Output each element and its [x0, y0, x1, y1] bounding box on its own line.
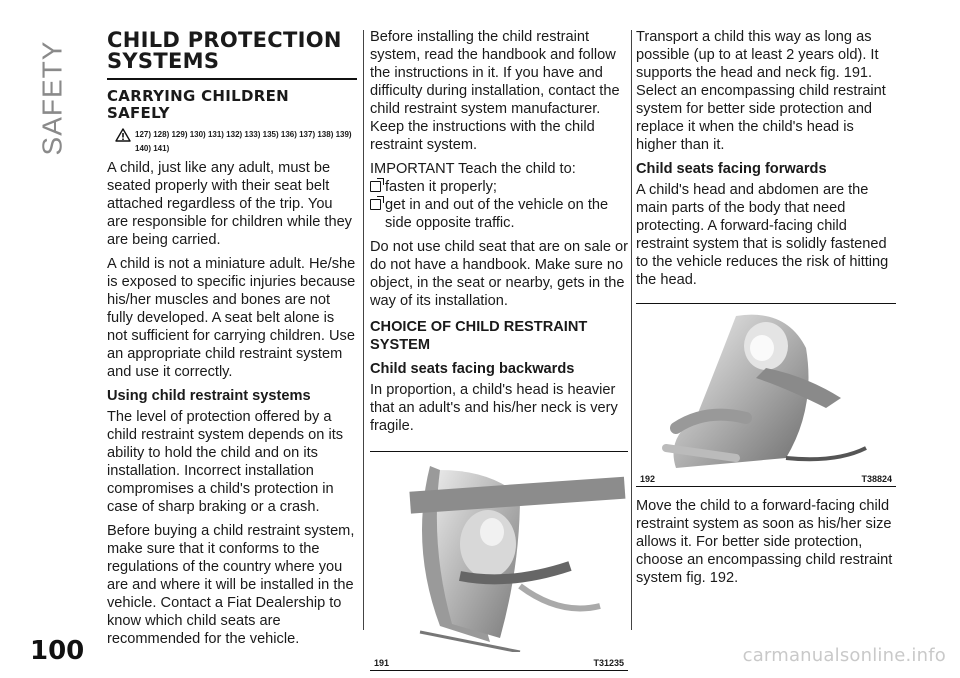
- checkbox-bullet-icon: [370, 181, 381, 192]
- paragraph-heading: Child seats facing forwards: [636, 161, 827, 177]
- paragraph-heading: Using child restraint systems: [107, 388, 311, 404]
- paragraph: Before buying a child restraint system, make sure that it conforms to the regulations of the country where you are and where it will be installed in the vehicle. Contact a Fiat Dealership to know which child seats are recommended for the vehicle.: [107, 523, 355, 647]
- paragraph: A child's head and abdomen are the main parts of the body that need protecting. A forward-facing child restraint system that is solidly fastened to the vehicle reduces the risk of hitting the head.: [636, 182, 889, 288]
- column-1: [107, 30, 357, 648]
- figure-code: T31235: [593, 658, 624, 668]
- paragraph: A child is not a miniature adult. He/she is exposed to specific injuries because his/her muscles and bones are not fully developed. A seat belt alone is not sufficient for carrying children. Use an appropriate child restraint system and use it correctly.: [107, 256, 356, 380]
- paragraph: The level of protection offered by a child restraint system depends on its ability to hold the child and on its installation. Incorrect installation compromises a child's protection in case of sharp braking or a crash.: [107, 409, 344, 515]
- column-divider: [363, 30, 364, 630]
- bullet-item: get in and out of the vehicle on the side opposite traffic.: [370, 196, 628, 232]
- paragraph-heading: CHOICE OF CHILD RESTRAINT SYSTEM: [370, 319, 588, 353]
- column-divider: [631, 30, 632, 630]
- paragraph: In proportion, a child's head is heavier that an adult's and his/her neck is very fragile.: [370, 382, 618, 434]
- paragraph: Before installing the child restraint system, read the handbook and follow the instructions in it. If you have and difficulty during installation, contact the child restraint system manufacturer. Keep the instructions with the child restraint system.: [370, 29, 620, 153]
- warning-triangle-icon: [115, 128, 131, 142]
- figure-code: T38824: [861, 474, 892, 484]
- watermark[interactable]: carmanualsonline.info: [742, 645, 946, 666]
- warning-references: [107, 128, 357, 156]
- figure-number: 191: [374, 658, 390, 668]
- bullet-item: fasten it properly;: [370, 178, 628, 196]
- column-2: [370, 30, 628, 671]
- paragraph: Do not use child seat that are on sale or do not have a handbook. Make sure no object, in the seat or nearby, gets in the way of its installation.: [370, 239, 628, 309]
- figure-number: 192: [640, 474, 656, 484]
- rear-facing-child-seat-illustration: [370, 456, 628, 652]
- paragraph: A child, just like any adult, must be seated properly with their seat belt attached regardless of the trip. You are responsible for children while they are being carried.: [107, 160, 352, 248]
- paragraph: IMPORTANT Teach the child to:: [370, 161, 576, 177]
- paragraph-heading: Child seats facing backwards: [370, 361, 575, 377]
- page-number: 100: [30, 636, 85, 666]
- section-side-label: SAFETY: [36, 40, 68, 156]
- paragraph: Transport a child this way as long as possible (up to at least 2 years old). It supports the head and neck fig. 191. Select an encompassing child restraint system for better side protection and replace it when the child's head is higher than it.: [636, 29, 886, 153]
- column-3: [636, 30, 896, 587]
- checkbox-bullet-icon: [370, 199, 381, 210]
- paragraph: Move the child to a forward-facing child restraint system as soon as his/her size allows it. For better side protection, choose an encompassing child restraint system fig. 192.: [636, 498, 893, 586]
- figure-191: [370, 451, 628, 671]
- subsection-title: CARRYING CHILDREN SAFELY: [107, 87, 290, 122]
- warning-reference-list: 127) 128) 129) 130) 131) 132) 133) 135) 136) 137) 138) 139) 140) 141): [135, 130, 352, 153]
- section-title: CHILD PROTECTION SYSTEMS: [107, 30, 357, 80]
- figure-192: [636, 303, 896, 487]
- forward-facing-child-seat-illustration: [636, 308, 896, 470]
